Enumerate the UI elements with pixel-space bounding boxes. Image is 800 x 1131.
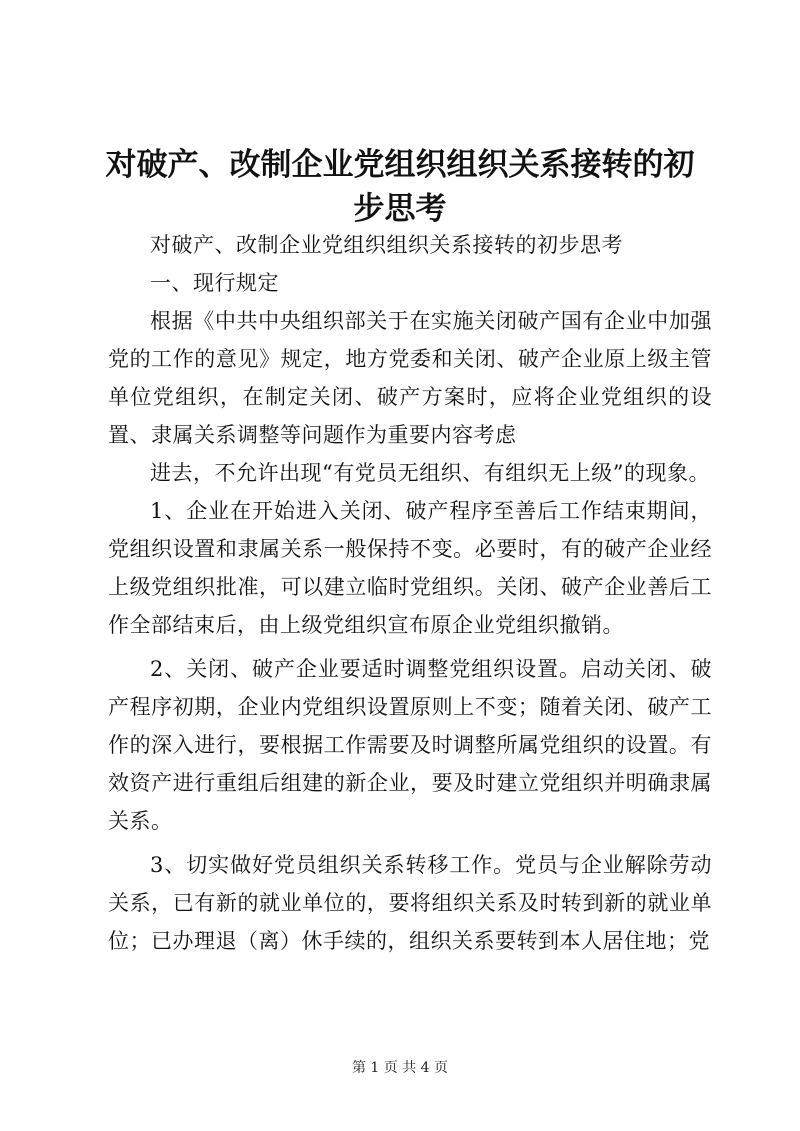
paragraph-item-1: 1、企业在开始进入关闭、破产程序至善后工作结束期间，党组织设置和隶属关系一般保持不变。必要时，有的破产企业经上级党组织批准，可以建立临时党组织。关闭、破产企业善后工作全部结束后，由上级党组织宣布原企业党组织撤销。 [108,499,712,637]
paragraph-item-3: 3、切实做好党员组织关系转移工作。党员与企业解除劳动关系，已有新的就业单位的，要将组织关系及时转到新的就业单位；已办理退（离）休手续的，组织关系要转到本人居住地；党 [108,853,712,953]
paragraph-section-heading: 一、现行规定 [150,271,279,295]
paragraph-requirement: 进去，不允许出现“有党员无组织、有组织无上级”的现象。 [150,461,710,485]
document-body [108,226,712,960]
paragraph-regulation: 根据《中共中央组织部关于在实施关闭破产国有企业中加强党的工作的意见》规定，地方党委和关闭、破产企业原上级主管单位党组织，在制定关闭、破产方案时，应将企业党组织的设置、隶属关系调整等问题作为重要内容考虑 [108,309,712,447]
paragraph-item-2: 2、关闭、破产企业要适时调整党组织设置。启动关闭、破产程序初期，企业内党组织设置原则上不变；随着关闭、破产工作的深入进行，要根据工作需要及时调整所属党组织的设置。有效资产进行重组后组建的新企业，要及时建立党组织并明确隶属关系。 [108,657,712,833]
paragraph-subtitle: 对破产、改制企业党组织组织关系接转的初步思考 [150,233,623,257]
document-title: 对破产、改制企业党组织组织关系接转的初步思考 [105,147,695,227]
page-footer: 第 1 页 共 4 页 [351,1060,449,1076]
